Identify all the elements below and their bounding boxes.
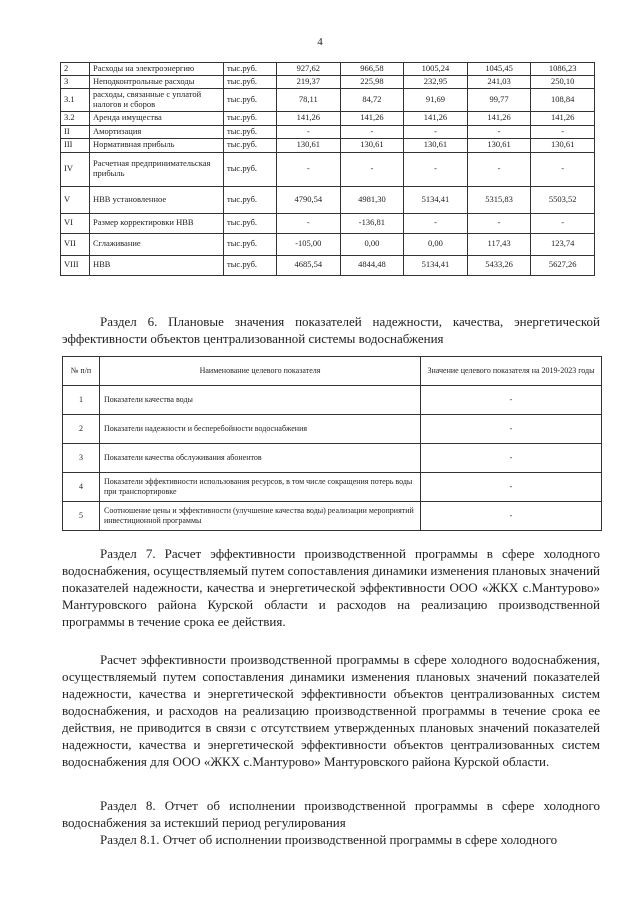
row-number: III xyxy=(61,138,90,152)
row-value: 130,61 xyxy=(467,138,531,152)
row-unit: тыс.руб. xyxy=(224,213,277,233)
row-name: Расходы на электроэнергию xyxy=(90,63,224,76)
row-value: 130,61 xyxy=(404,138,468,152)
row-value: 84,72 xyxy=(340,89,404,112)
row-unit: тыс.руб. xyxy=(224,138,277,152)
row-value: 130,61 xyxy=(531,138,595,152)
row-value: - xyxy=(404,213,468,233)
row-value: 5433,26 xyxy=(467,255,531,275)
indicator-number: 3 xyxy=(63,444,100,473)
row-value: 927,62 xyxy=(277,63,341,76)
page-number: 4 xyxy=(317,36,323,48)
row-number: 3 xyxy=(61,76,90,89)
row-value: 141,26 xyxy=(340,111,404,125)
section-8-title: Раздел 8. Отчет об исполнении производственной программы в сфере холодного водоснабжения за истекший период регулирования xyxy=(62,798,600,830)
row-value: - xyxy=(404,125,468,138)
row-value: -136,81 xyxy=(340,213,404,233)
row-value: 232,95 xyxy=(404,76,468,89)
row-value: 225,98 xyxy=(340,76,404,89)
row-value: - xyxy=(340,152,404,186)
row-value: -105,00 xyxy=(277,233,341,255)
row-value: - xyxy=(531,125,595,138)
row-value: - xyxy=(467,152,531,186)
row-value: 0,00 xyxy=(404,233,468,255)
row-value: 5134,41 xyxy=(404,186,468,213)
indicator-value: - xyxy=(421,444,602,473)
row-value: 4844,48 xyxy=(340,255,404,275)
table-row xyxy=(61,125,595,138)
indicators-table xyxy=(62,356,602,531)
row-value: 141,26 xyxy=(467,111,531,125)
row-unit: тыс.руб. xyxy=(224,255,277,275)
row-name: Расчетная предпринимательская прибыль xyxy=(90,152,224,186)
table-row xyxy=(63,444,602,473)
row-value: - xyxy=(467,125,531,138)
indicator-name: Показатели надежности и бесперебойности водоснабжения xyxy=(100,415,421,444)
table-row xyxy=(61,76,595,89)
row-value: 91,69 xyxy=(404,89,468,112)
table-row xyxy=(61,213,595,233)
indicator-name: Показатели эффективности использования ресурсов, в том числе сокращения потерь воды при транспортировке xyxy=(100,473,421,502)
row-value: 219,37 xyxy=(277,76,341,89)
table-row xyxy=(61,89,595,112)
row-number: VI xyxy=(61,213,90,233)
table-row xyxy=(61,233,595,255)
row-value: 250,10 xyxy=(531,76,595,89)
row-name: Сглаживание xyxy=(90,233,224,255)
section-8-1-title: Раздел 8.1. Отчет об исполнении производственной программы в сфере холодного xyxy=(100,832,558,847)
row-name: НВВ xyxy=(90,255,224,275)
row-value: 141,26 xyxy=(531,111,595,125)
row-value: - xyxy=(340,125,404,138)
row-name: Неподконтрольные расходы xyxy=(90,76,224,89)
row-value: - xyxy=(277,213,341,233)
indicator-number: 4 xyxy=(63,473,100,502)
indicator-name: Показатели качества воды xyxy=(100,386,421,415)
row-name: Аренда имущества xyxy=(90,111,224,125)
row-unit: тыс.руб. xyxy=(224,76,277,89)
row-value: 0,00 xyxy=(340,233,404,255)
row-value: 241,03 xyxy=(467,76,531,89)
row-value: 123,74 xyxy=(531,233,595,255)
row-number: 2 xyxy=(61,63,90,76)
row-value: - xyxy=(277,125,341,138)
row-value: 117,43 xyxy=(467,233,531,255)
row-value: 4981,30 xyxy=(340,186,404,213)
row-value: 5134,41 xyxy=(404,255,468,275)
indicator-value: - xyxy=(421,415,602,444)
row-unit: тыс.руб. xyxy=(224,152,277,186)
indicator-value: - xyxy=(421,502,602,531)
row-value: 1005,24 xyxy=(404,63,468,76)
indicator-number: 5 xyxy=(63,502,100,531)
indicator-name: Показатели качества обслуживания абонентов xyxy=(100,444,421,473)
row-number: 3.1 xyxy=(61,89,90,112)
row-number: 3.2 xyxy=(61,111,90,125)
row-number: II xyxy=(61,125,90,138)
row-value: - xyxy=(277,152,341,186)
table-row xyxy=(61,255,595,275)
indicator-value: - xyxy=(421,386,602,415)
indicator-number: 2 xyxy=(63,415,100,444)
table-row xyxy=(63,386,602,415)
row-name: расходы, связанные с уплатой налогов и сборов xyxy=(90,89,224,112)
row-value: 130,61 xyxy=(277,138,341,152)
row-value: - xyxy=(531,152,595,186)
row-value: - xyxy=(467,213,531,233)
row-number: V xyxy=(61,186,90,213)
row-value: 966,58 xyxy=(340,63,404,76)
row-value: 5315,83 xyxy=(467,186,531,213)
indicator-value: - xyxy=(421,473,602,502)
header-indicator-value: Значение целевого показателя на 2019-2023 годы xyxy=(421,357,602,386)
indicator-number: 1 xyxy=(63,386,100,415)
table-row xyxy=(61,152,595,186)
table-row xyxy=(61,186,595,213)
table-row xyxy=(63,502,602,531)
row-value: 78,11 xyxy=(277,89,341,112)
row-value: 99,77 xyxy=(467,89,531,112)
row-name: Нормативная прибыль xyxy=(90,138,224,152)
row-value: - xyxy=(404,152,468,186)
table-row xyxy=(61,111,595,125)
row-value: - xyxy=(531,213,595,233)
header-indicator-name: Наименование целевого показателя xyxy=(100,357,421,386)
row-unit: тыс.руб. xyxy=(224,233,277,255)
row-name: Амортизация xyxy=(90,125,224,138)
row-value: 4685,54 xyxy=(277,255,341,275)
row-value: 1045,45 xyxy=(467,63,531,76)
row-value: 108,84 xyxy=(531,89,595,112)
row-name: НВВ установленное xyxy=(90,186,224,213)
row-value: 141,26 xyxy=(277,111,341,125)
section-7-text: Расчет эффективности производственной программы в сфере холодного водоснабжения, осуществляемый путем сопоставления динамики изменения плановых значений показателей надежности, качества и энергетической эффективности объектов централизованных систем водоснабжения, и расходов на реализацию производственной программы в течение срока ее действия, не приводится в связи с отсутствием утвержденных плановых значений показателей надежности, качества и энергетической эффективности объектов централизованных систем водоснабжения для ООО «ЖКХ с.Мантурово» Мантуровского района Курской области. xyxy=(62,652,600,769)
row-name: Размер корректировки НВВ xyxy=(90,213,224,233)
table-row xyxy=(61,63,595,76)
row-unit: тыс.руб. xyxy=(224,89,277,112)
indicator-name: Соотношение цены и эффективности (улучшение качества воды) реализации мероприятий инвестиционной программы xyxy=(100,502,421,531)
expenses-table xyxy=(60,62,595,276)
table-row xyxy=(63,473,602,502)
row-number: VII xyxy=(61,233,90,255)
row-value: 130,61 xyxy=(340,138,404,152)
table-row xyxy=(63,415,602,444)
row-unit: тыс.руб. xyxy=(224,125,277,138)
row-value: 5503,52 xyxy=(531,186,595,213)
row-unit: тыс.руб. xyxy=(224,63,277,76)
row-value: 5627,26 xyxy=(531,255,595,275)
header-number: № п/п xyxy=(63,357,100,386)
section-6-title: Раздел 6. Плановые значения показателей надежности, качества, энергетической эффективности объектов централизованной системы водоснабжения xyxy=(62,314,600,346)
row-unit: тыс.руб. xyxy=(224,111,277,125)
row-value: 1086,23 xyxy=(531,63,595,76)
section-7-title: Раздел 7. Расчет эффективности производственной программы в сфере холодного водоснабжения, осуществляемый путем сопоставления динамики изменения плановых значений показателей надежности, качества и энергетической эффективности ООО «ЖКХ с.Мантурово» Мантуровского района Курской области и расходов на реализацию производственной программы в течение срока ее действия. xyxy=(62,546,601,629)
row-number: VIII xyxy=(61,255,90,275)
row-value: 4790,54 xyxy=(277,186,341,213)
row-value: 141,26 xyxy=(404,111,468,125)
table-row xyxy=(61,138,595,152)
row-number: IV xyxy=(61,152,90,186)
row-unit: тыс.руб. xyxy=(224,186,277,213)
